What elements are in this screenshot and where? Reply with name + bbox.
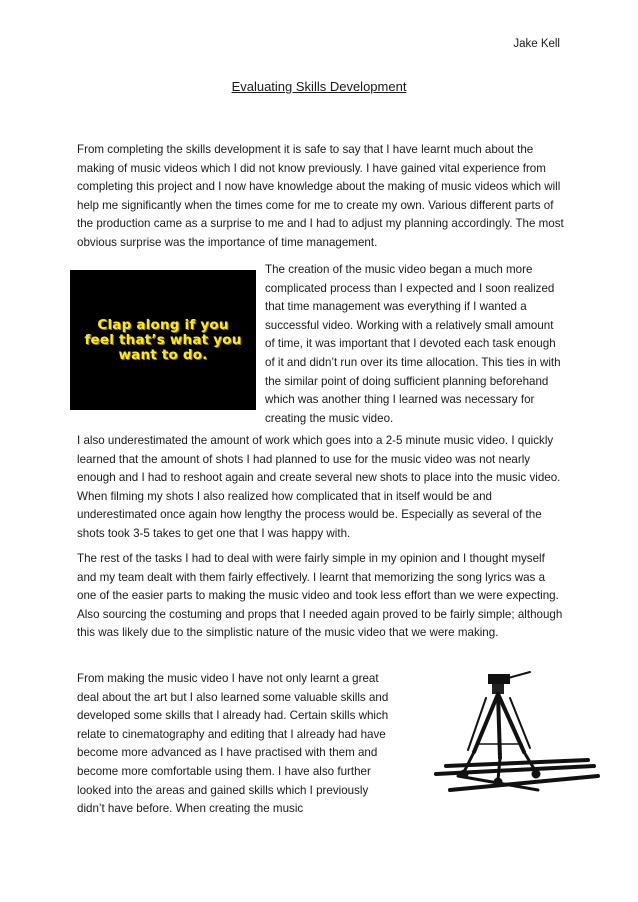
paragraph-skills: From making the music video I have not only learnt a great deal about the art but I also learned some valuable skills and developed some skills that I already had. Certain skills which relate to cinematography and editing that I already had have become more advanced as I have practised with them and become more comfortable using them. I have also further looked into the areas and gained skills which I previously didn’t have before. When creating the music [77,672,389,816]
clap-along-caption: Clap along if you feel that’s what you want to do. [84,316,242,363]
tripod-icon [428,668,603,803]
paragraph-workload: I also underestimated the amount of work which goes into a 2-5 minute music video. I quickly learned that the amount of shots I had planned to use for the music video was not nearly enough and I had to reshoot again and create several new shots to place into the music video. When filming my shots I also realized how complicated that in itself would be and underestimated once again how lengthy the process would be. Especially as several of the shots took 3-5 takes to get one that I was happy with. [77,434,561,540]
paragraph-intro: From completing the skills development it is safe to say that I have learnt much about the making of music videos which I did not know previously. I have gained vital experience from completing this project and I now have knowledge about the making of music videos which will help me significantly when the times come for me to create my own. Various different parts of the production came as a surprise to me and I had to adjust my planning accordingly. The most obvious surprise was the importance of time management. [77,143,564,249]
paragraph-other-tasks: The rest of the tasks I had to deal with were fairly simple in my opinion and I thought myself and my team dealt with them fairly effectively. I learnt that memorizing the song lyrics was a one of the easier parts to making the music video and took less effort than we were expecting. Also sourcing the costuming and props that I needed again proved to be fairly simple; although this was likely due to the simplistic nature of the music video that we were making. [77,552,563,640]
document-title: Evaluating Skills Development [231,79,407,94]
author-name: Jake Kell [513,38,560,50]
paragraph-time-management: The creation of the music video began a much more complicated process than I expected and I soon realized that time management was everything if I wanted a successful video. Working with a relatively small amount of time, it was important that I devoted each task enough of it and didn’t run over its time allocation. This ties in with the similar point of doing sufficient planning beforehand which was another thing I learned was necessary for creating the music video. [265,263,561,425]
clap-along-image [70,270,256,410]
